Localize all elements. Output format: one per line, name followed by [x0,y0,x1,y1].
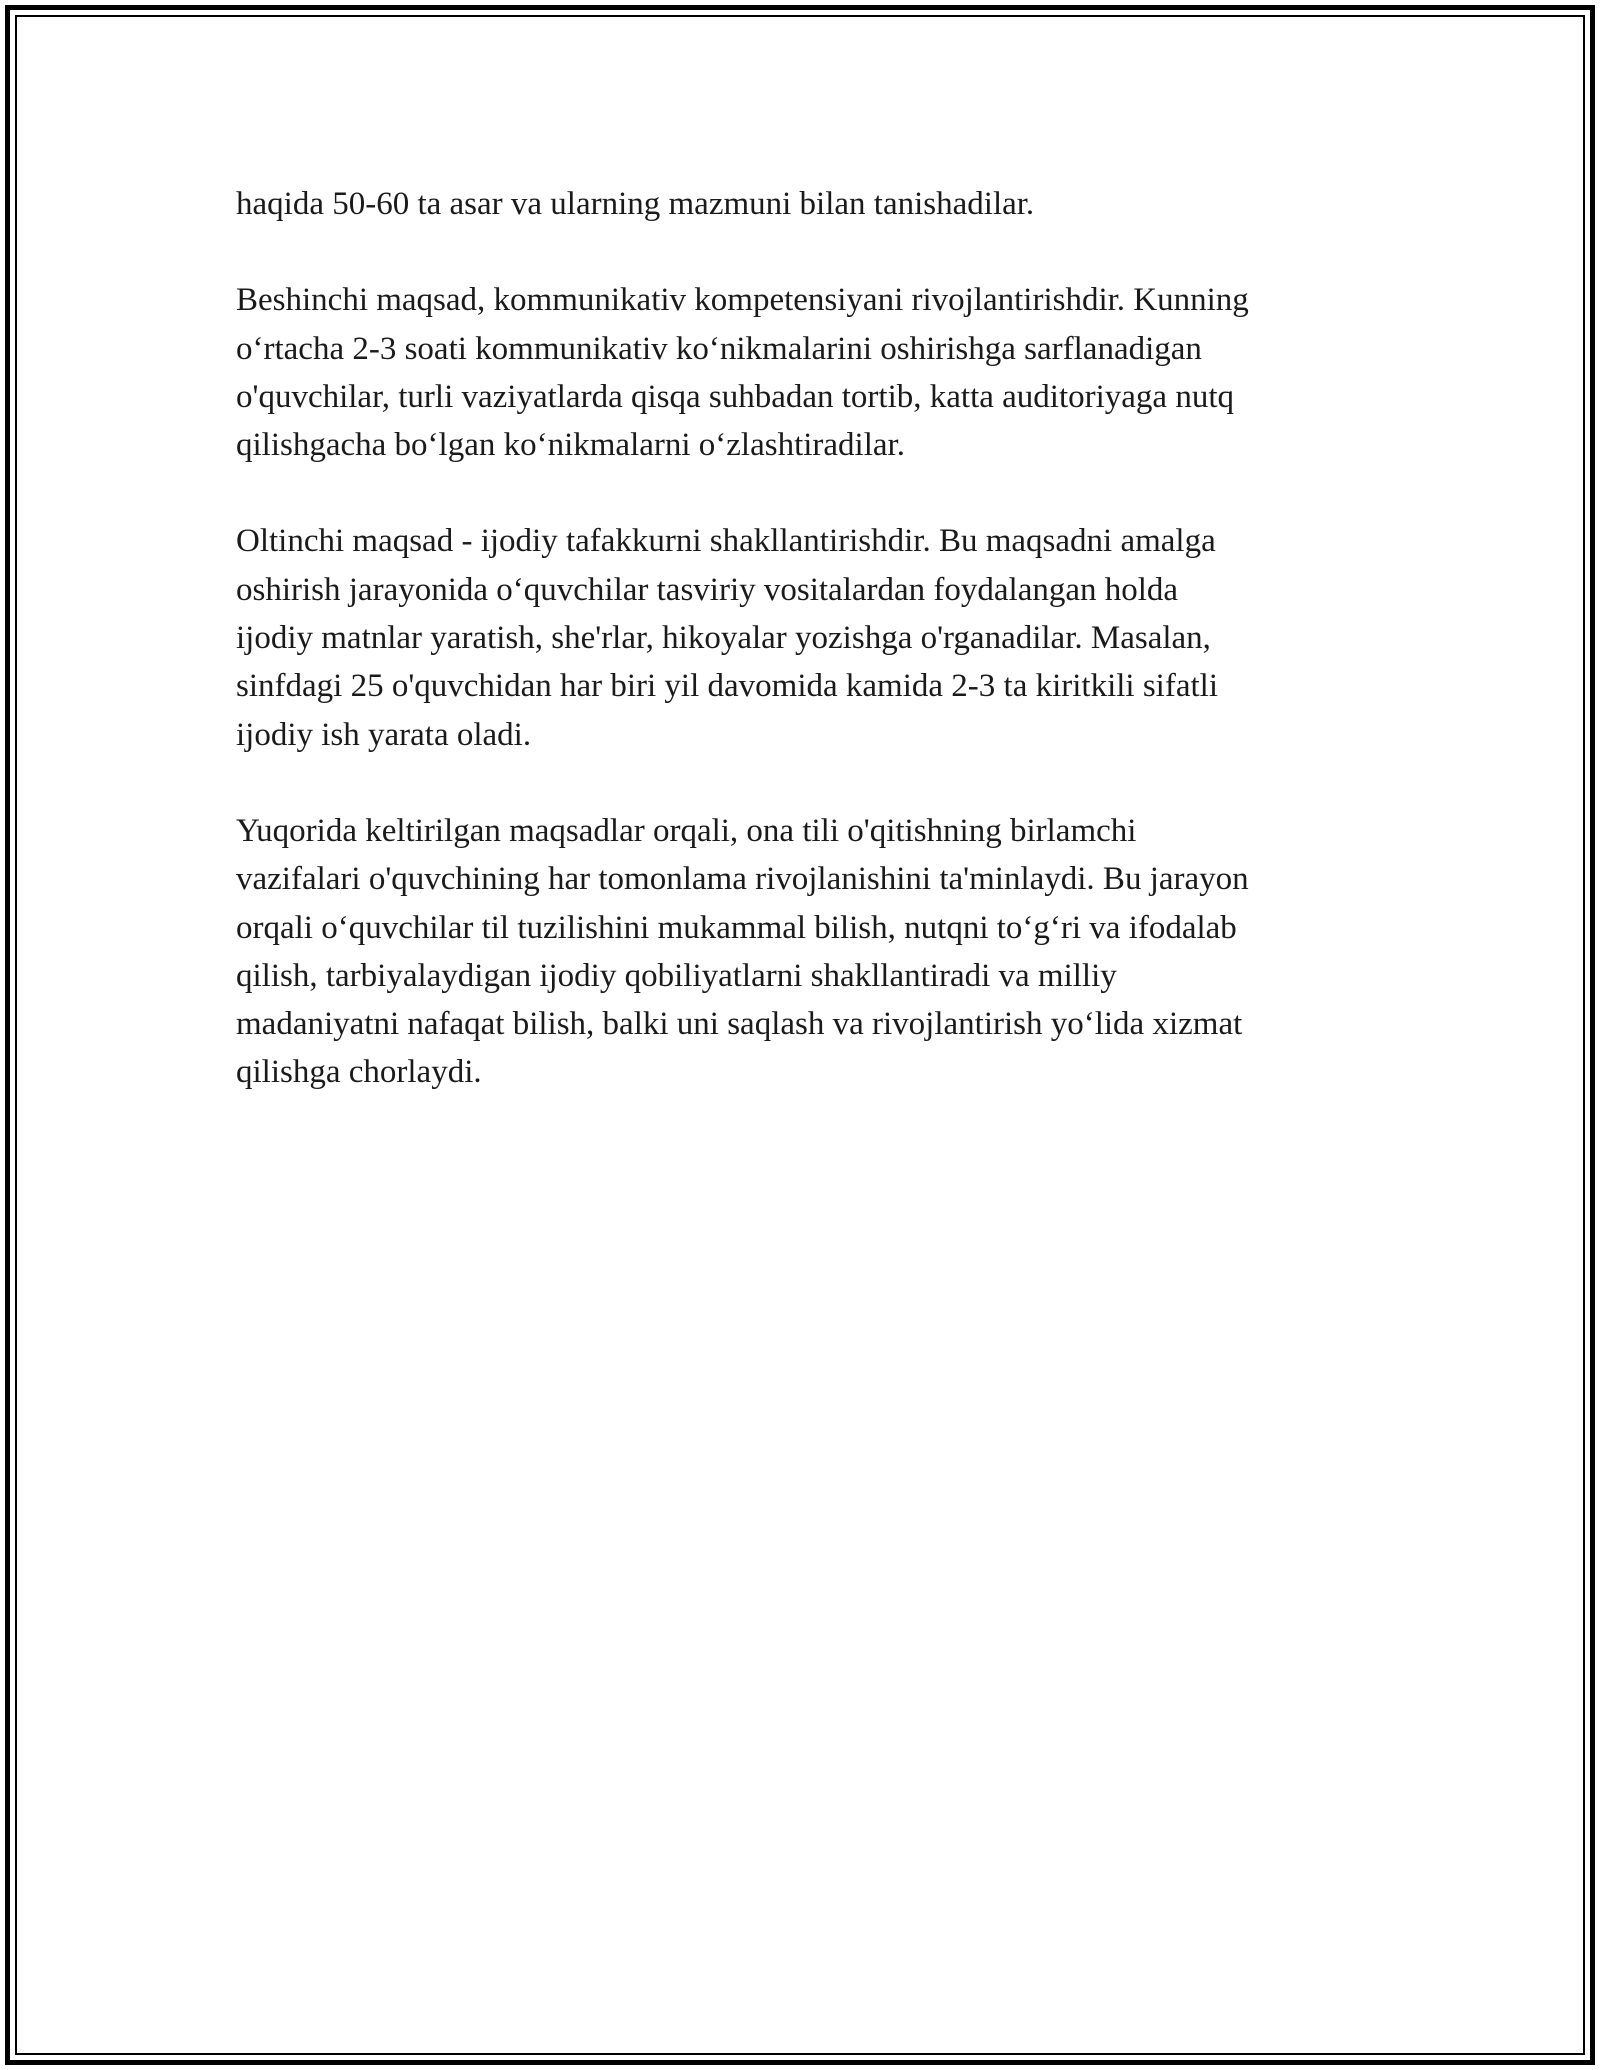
text-line: Beshinchi maqsad, kommunikativ kompetensiyani rivojlantirishdir. Kunning [236,282,1249,319]
paragraph-1 [236,180,1366,228]
text-line: vazifalari o'quvchining har tomonlama rivojlanishini ta'minlaydi. Bu jarayon [236,861,1249,898]
text-line: sinfdagi 25 o'quvchidan har biri yil davomida kamida 2-3 ta kiritkili sifatli [236,668,1218,705]
text-line: madaniyatni nafaqat bilish, balki uni saqlash va rivojlantirish yo‘lida xizmat [236,1006,1243,1043]
text-line: ijodiy ish yarata oladi. [236,716,532,753]
paragraph-3 [236,517,1366,758]
text-line: orqali o‘quvchilar til tuzilishini mukammal bilish, nutqni to‘g‘ri va ifodalab [236,909,1237,946]
text-line: o‘rtacha 2-3 soati kommunikativ ko‘nikmalarini oshirishga sarflanadigan [236,330,1202,367]
text-line: o'quvchilar, turli vaziyatlarda qisqa suhbadan tortib, katta auditoriyaga nutq [236,378,1234,415]
text-line: qilishgacha bo‘lgan ko‘nikmalarni o‘zlashtiradilar. [236,427,905,464]
text-line: haqida 50-60 ta asar va ularning mazmuni bilan tanishadilar. [236,186,1035,222]
document-body [236,180,1366,1145]
text-line: qilish, tarbiyalaydigan ijodiy qobiliyatlarni shakllantiradi va milliy [236,957,1117,994]
paragraph-2 [236,276,1366,469]
text-line: oshirish jarayonida o‘quvchilar tasviriy vositalardan foydalangan holda [236,571,1179,608]
text-line: Yuqorida keltirilgan maqsadlar orqali, ona tili o'qitishning birlamchi [236,812,1137,849]
text-line: qilishga chorlaydi. [236,1054,482,1091]
paragraph-4 [236,807,1366,1097]
text-line: Oltinchi maqsad - ijodiy tafakkurni shakllantirishdir. Bu maqsadni amalga [236,523,1216,560]
text-line: ijodiy matnlar yaratish, she'rlar, hikoyalar yozishga o'rganadilar. Masalan, [236,620,1211,657]
